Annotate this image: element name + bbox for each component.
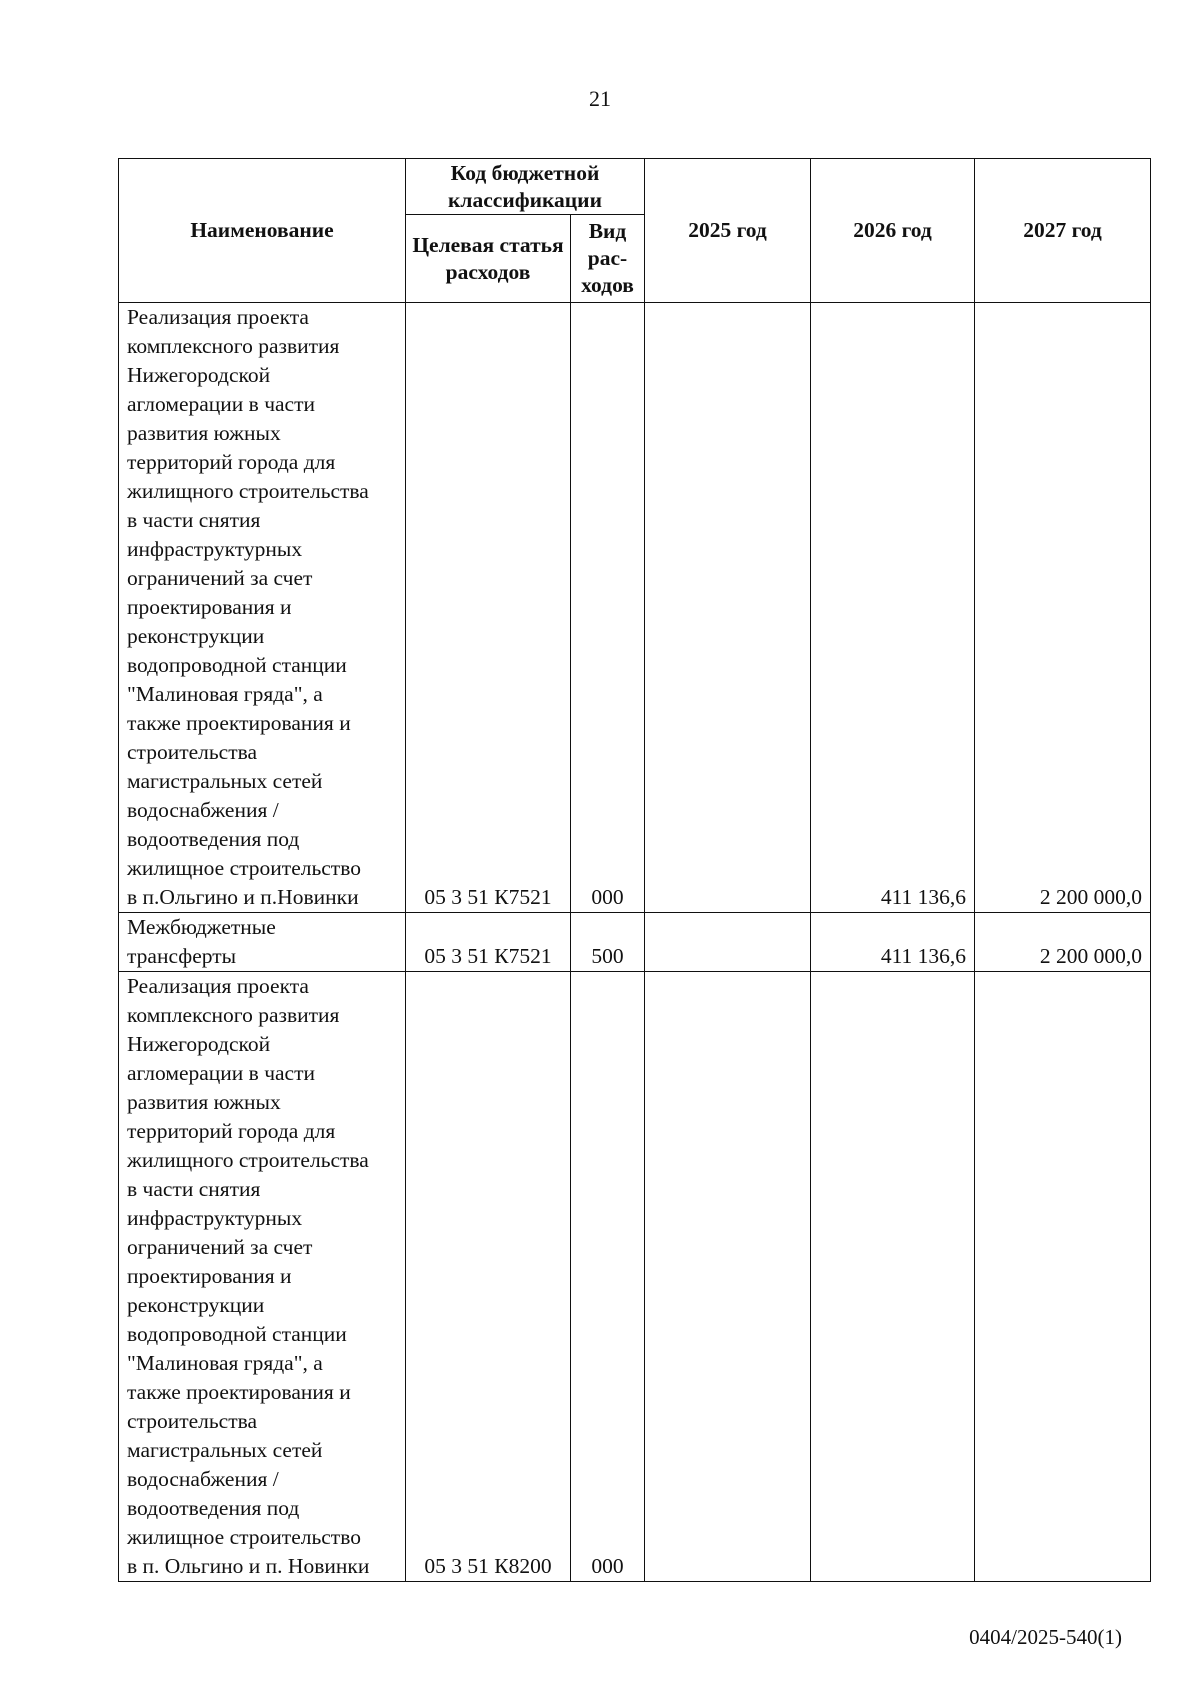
table-row (119, 303, 1151, 913)
row-target-article: 05 3 51 К7521 (406, 913, 571, 972)
row-year-2027: 2 200 000,0 (975, 913, 1151, 972)
row-year-2025 (645, 303, 811, 913)
row-year-2026: 411 136,6 (811, 303, 975, 913)
header-year-2025: 2025 год (645, 159, 811, 303)
row-expense-type: 500 (571, 913, 645, 972)
row-expense-type: 000 (571, 303, 645, 913)
header-name: Наименование (119, 159, 406, 303)
row-year-2026 (811, 972, 975, 1582)
table-row (119, 972, 1151, 1582)
row-year-2026: 411 136,6 (811, 913, 975, 972)
row-year-2025 (645, 913, 811, 972)
header-year-2027: 2027 год (975, 159, 1151, 303)
row-name: Реализация проекта комплексного развития Нижегородской агломерации в части развития южных территорий города для жилищного строительства в части снятия инфраструктурных ограничений за счет проектирования и реконструкции водопроводной станции "Малиновая гряда", а также проектирования и строительства магистральных сетей водоснабжения / водоотведения под жилищное строительство в п. Ольгино и п. Новинки (119, 972, 406, 1582)
page-number: 21 (589, 86, 611, 111)
header-budget-code-group: Код бюджетной классификации (406, 159, 645, 215)
document-number: 0404/2025-540(1) (969, 1625, 1122, 1649)
row-year-2025 (645, 972, 811, 1582)
row-target-article: 05 3 51 К8200 (406, 972, 571, 1582)
row-expense-type: 000 (571, 972, 645, 1582)
row-year-2027: 2 200 000,0 (975, 303, 1151, 913)
header-expense-type: Вид рас-ходов (571, 215, 645, 303)
budget-table (118, 158, 1151, 1582)
row-target-article: 05 3 51 К7521 (406, 303, 571, 913)
header-target-article: Целевая статья расходов (406, 215, 571, 303)
table-header (119, 159, 1151, 303)
header-year-2026: 2026 год (811, 159, 975, 303)
row-year-2027 (975, 972, 1151, 1582)
row-name: Межбюджетные трансферты (119, 913, 406, 972)
table-row (119, 913, 1151, 972)
row-name: Реализация проекта комплексного развития Нижегородской агломерации в части развития южных территорий города для жилищного строительства в части снятия инфраструктурных ограничений за счет проектирования и реконструкции водопроводной станции "Малиновая гряда", а также проектирования и строительства магистральных сетей водоснабжения / водоотведения под жилищное строительство в п.Ольгино и п.Новинки (119, 303, 406, 913)
